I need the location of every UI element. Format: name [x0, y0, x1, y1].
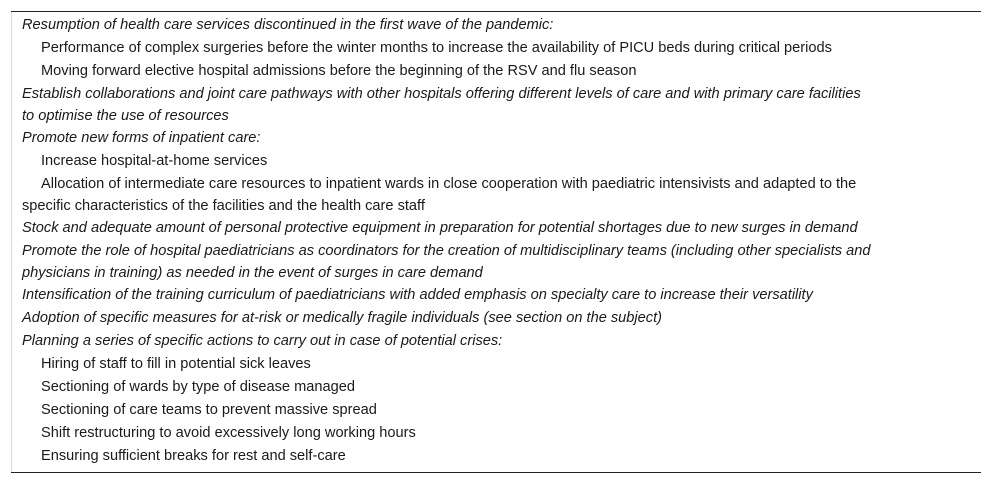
recommendation-text-line: Establish collaborations and joint care pathways with other hospitals offering different levels of care and with primary care facilities: [22, 86, 861, 102]
recommendation-text: Hiring of staff to fill in potential sick leaves: [41, 356, 311, 372]
recommendation-heading: [22, 330, 957, 353]
recommendation-text-line: Promote the role of hospital paediatricians as coordinators for the creation of multidisciplinary teams (including other specialists and: [22, 243, 871, 259]
recommendation-heading: [22, 307, 957, 330]
recommendation-text-line: physicians in training) as needed in the event of surges in care demand: [22, 265, 483, 281]
recommendation-text: Sectioning of wards by type of disease managed: [41, 379, 355, 395]
recommendation-heading: [22, 284, 957, 307]
recommendation-heading: [22, 217, 957, 240]
recommendation-subitem: [22, 376, 957, 399]
recommendation-subitem: [22, 173, 957, 217]
recommendation-text: Promote new forms of inpatient care:: [22, 130, 261, 146]
recommendation-heading: [22, 14, 957, 37]
recommendation-subitem: [22, 422, 957, 445]
recommendation-text-line: specific characteristics of the facilities and the health care staff: [22, 198, 425, 214]
recommendation-text: Shift restructuring to avoid excessively long working hours: [41, 425, 416, 441]
recommendation-subitem: [22, 399, 957, 422]
recommendation-subitem: [22, 445, 957, 468]
recommendation-heading: [22, 83, 957, 127]
recommendation-text-line: to optimise the use of resources: [22, 108, 229, 124]
recommendation-text: Stock and adequate amount of personal protective equipment in preparation for potential shortages due to new surges in demand: [22, 220, 858, 236]
recommendation-text: Moving forward elective hospital admissions before the beginning of the RSV and flu season: [41, 63, 637, 79]
recommendation-text: Intensification of the training curriculum of paediatricians with added emphasis on specialty care to increase their versatility: [22, 287, 813, 303]
recommendations-list: [22, 14, 957, 468]
recommendation-text: Increase hospital-at-home services: [41, 153, 268, 169]
recommendation-text: Adoption of specific measures for at-risk or medically fragile individuals (see section on the subject): [22, 310, 662, 326]
table-left-rule: [11, 12, 12, 472]
recommendation-text: Performance of complex surgeries before the winter months to increase the availability of PICU beds during critical periods: [41, 40, 832, 56]
recommendations-table: [11, 11, 981, 473]
recommendation-subitem: [22, 60, 957, 83]
recommendation-subitem: [22, 353, 957, 376]
recommendation-heading: [22, 240, 957, 284]
recommendation-text: Planning a series of specific actions to carry out in case of potential crises:: [22, 333, 503, 349]
recommendation-text: Resumption of health care services discontinued in the first wave of the pandemic:: [22, 17, 554, 33]
recommendation-text: Ensuring sufficient breaks for rest and self-care: [41, 448, 346, 464]
recommendation-text-line: Allocation of intermediate care resources to inpatient wards in close cooperation with paediatric intensivists and adapted to the: [41, 176, 857, 192]
recommendation-heading: [22, 127, 957, 150]
recommendation-text: Sectioning of care teams to prevent massive spread: [41, 402, 377, 418]
recommendation-subitem: [22, 150, 957, 173]
recommendation-subitem: [22, 37, 957, 60]
